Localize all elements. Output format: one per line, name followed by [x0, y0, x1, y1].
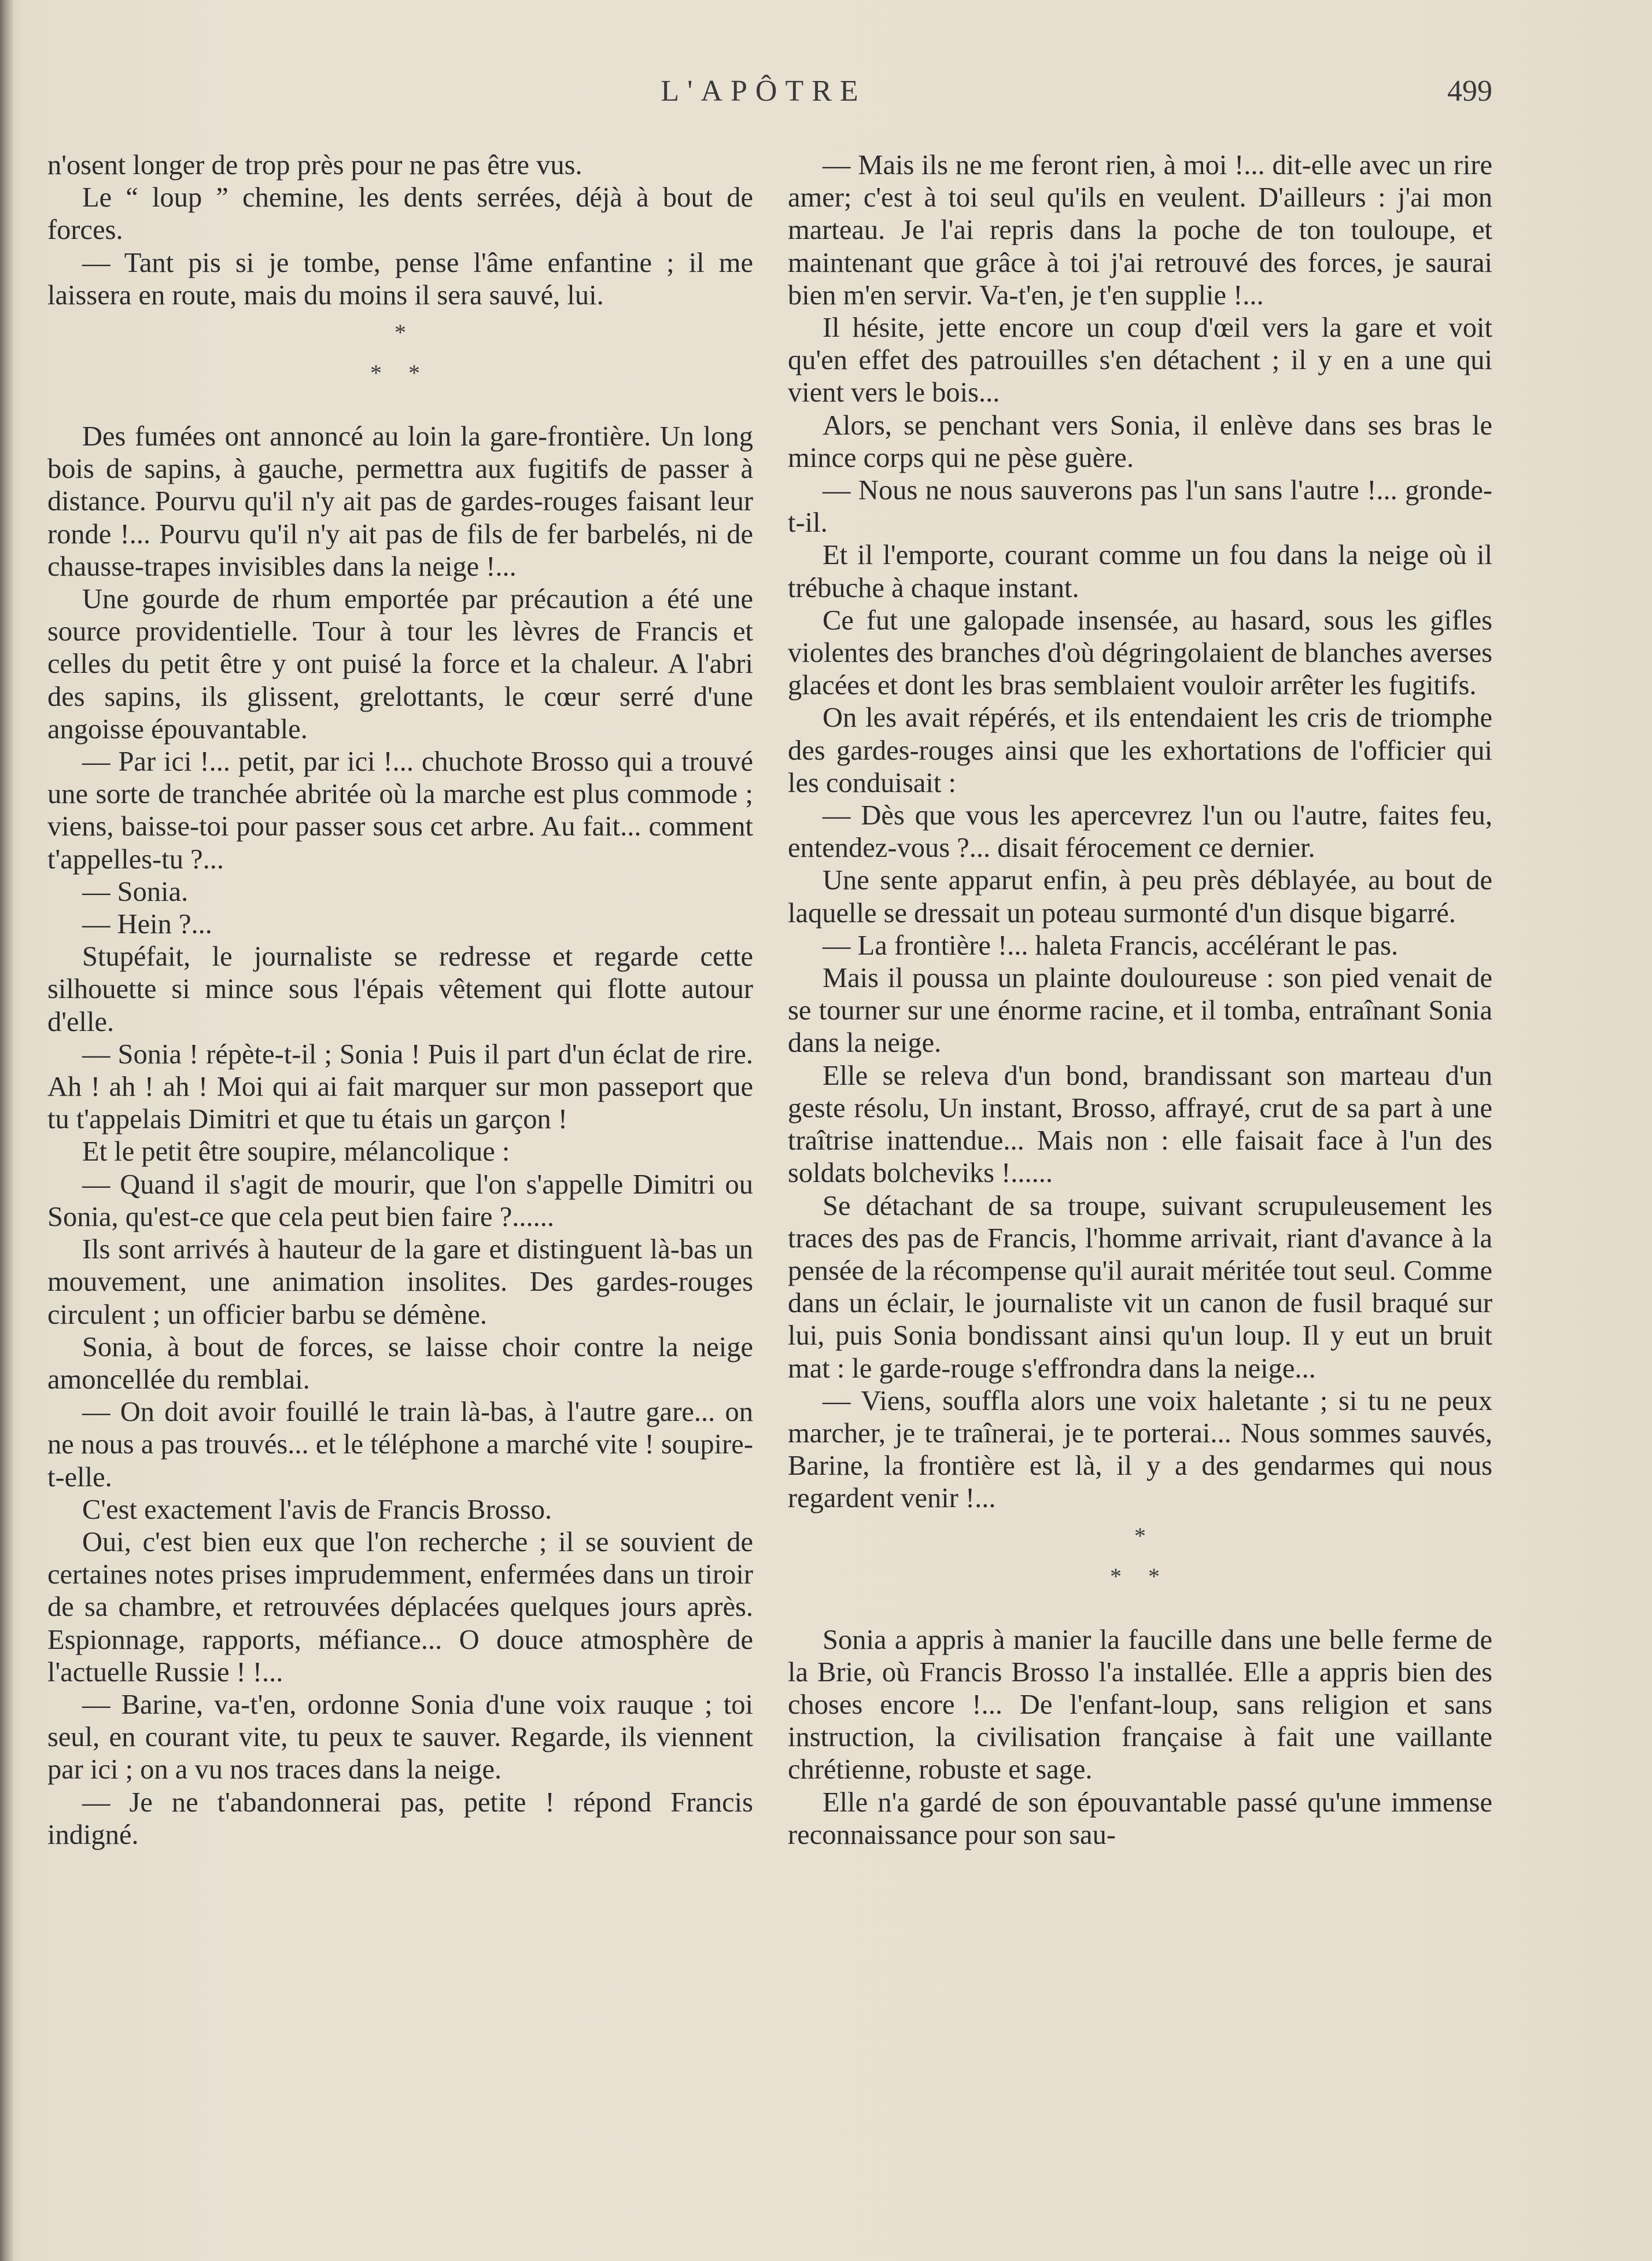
- paragraph: Une sente apparut enfin, à peu près déblayée, au bout de laquelle se dressait un poteau surmonté d'un disque bigarré.: [788, 865, 1492, 929]
- right-column: [788, 149, 1492, 1851]
- paragraph: C'est exactement l'avis de Francis Brosso.: [82, 1494, 552, 1525]
- paragraph: Et il l'emporte, courant comme un fou dans la neige où il trébuche à chaque instant.: [788, 540, 1492, 603]
- paragraph: — Quand il s'agit de mourir, que l'on s'appelle Dimitri ou Sonia, qu'est-ce que cela peut bien faire ?......: [47, 1169, 753, 1232]
- section-separator-star: *: [1134, 1522, 1146, 1549]
- paragraph: — Hein ?...: [82, 909, 212, 940]
- paragraph: On les avait répérés, et ils entendaient les cris de triomphe des gardes-rouges ainsi que les exhortations de l'officier qui les conduisait :: [788, 702, 1492, 798]
- paragraph: — Dès que vous les apercevrez l'un ou l'autre, faites feu, entendez-vous ?... disait férocement ce dernier.: [788, 800, 1492, 864]
- paragraph: — Viens, souffla alors une voix haletante ; si tu ne peux marcher, je te traînerai, je te porterai... Nous sommes sauvés, Barine, la frontière est là, il y a des gendarmes qui nous regardent venir !...: [788, 1385, 1492, 1514]
- paragraph: Alors, se penchant vers Sonia, il enlève dans ses bras le mince corps qui ne pèse guère.: [788, 410, 1492, 473]
- paragraph: — On doit avoir fouillé le train là-bas, à l'autre gare... on ne nous a pas trouvés... et le téléphone a marché vite ! soupire-t-elle.: [47, 1397, 753, 1493]
- paragraph: Oui, c'est bien eux que l'on recherche ; il se souvient de certaines notes prises imprudemment, enfermées dans un tiroir de sa chambre, et retrouvées déplacées quelques jours après. Espionnage, rapports, méfiance... O douce atmosphère de l'actuelle Russie ! !...: [47, 1526, 753, 1688]
- paragraph: Il hésite, jette encore un coup d'œil vers la gare et voit qu'en effet des patrouilles s'en détachent ; il y en a une qui vient vers le bois...: [788, 312, 1492, 408]
- paragraph: Sonia, à bout de forces, se laisse choir contre la neige amoncellée du remblai.: [47, 1331, 753, 1395]
- paragraph: — La frontière !... haleta Francis, accélérant le pas.: [823, 930, 1399, 961]
- paragraph: Et le petit être soupire, mélancolique :: [82, 1136, 510, 1168]
- paragraph: Sonia a appris à manier la faucille dans une belle ferme de la Brie, où Francis Brosso l'a installée. Elle a appris bien des choses encore !... De l'enfant-loup, sans religion et sans instruction, la civilisation française à fait une vaillante chrétienne, robuste et sage.: [788, 1624, 1492, 1785]
- paragraph: Se détachant de sa troupe, suivant scrupuleusement les traces des pas de Francis, l'homme arrivait, riant d'avance à la pensée de la récompense qu'il aurait méritée tout seul. Comme dans un éclair, le journaliste vit un canon de fusil braqué sur lui, puis Sonia bondissant ainsi qu'un loup. Il y eut un bruit mat : le garde-rouge s'effrondra dans la neige...: [788, 1190, 1492, 1384]
- page-gutter-shadow: [0, 0, 13, 2261]
- paragraph: — Je ne t'abandonnerai pas, petite ! répond Francis indigné.: [47, 1787, 753, 1850]
- paragraph: Stupéfait, le journaliste se redresse et regarde cette silhouette si mince sous l'épais vêtement qui flotte autour d'elle.: [47, 941, 753, 1037]
- paragraph: — Sonia.: [82, 876, 189, 907]
- paragraph: Des fumées ont annoncé au loin la gare-frontière. Un long bois de sapins, à gauche, permettra aux fugitifs de passer à distance. Pourvu qu'il n'y ait pas de gardes-rouges faisant leur ronde !... Pourvu qu'il n'y ait pas de fils de fer barbelés, ni de chausse-trapes invisibles dans la neige !...: [47, 421, 753, 582]
- paragraph: Le “ loup ” chemine, les dents serrées, déjà à bout de forces.: [47, 182, 753, 246]
- paragraph: n'osent longer de trop près pour ne pas être vus.: [47, 150, 582, 181]
- paragraph: Une gourde de rhum emportée par précaution a été une source providentielle. Tour à tour les lèvres de Francis et celles du petit être y ont puisé la force et la chaleur. A l'abri des sapins, ils glissent, grelottants, le cœur serré d'une angoisse épouvantable.: [47, 584, 753, 745]
- paragraph: Mais il poussa un plainte douloureuse : son pied venait de se tourner sur une énorme racine, et il tomba, entraînant Sonia dans la neige.: [788, 963, 1492, 1059]
- paragraph: — Barine, va-t'en, ordonne Sonia d'une voix rauque ; toi seul, en courant vite, tu peux te sauver. Regarde, ils viennent par ici ; on a vu nos traces dans la neige.: [47, 1689, 753, 1785]
- paragraph: — Mais ils ne me feront rien, à moi !... dit-elle avec un rire amer; c'est à toi seul qu'ils en veulent. D'ailleurs : j'ai mon marteau. Je l'ai repris dans la poche de ton touloupe, et maintenant que grâce à toi j'ai retrouvé des forces, je saurai bien m'en servir. Va-t'en, je t'en supplie !...: [788, 150, 1492, 311]
- paragraph: Elle se releva d'un bond, brandissant son marteau d'un geste résolu, Un instant, Brosso, affrayé, crut de sa part à une traîtrise inattendue... Mais non : elle faisait face à l'un des soldats bolcheviks !......: [788, 1060, 1492, 1189]
- left-column: [47, 149, 753, 1851]
- section-separator-stars: * *: [370, 360, 430, 386]
- section-separator-star: *: [394, 319, 406, 346]
- page-number: 499: [1447, 75, 1492, 108]
- paragraph: — Sonia ! répète-t-il ; Sonia ! Puis il part d'un éclat de rire. Ah ! ah ! ah ! Moi qui ai fait marquer sur mon passeport que tu t'appelais Dimitri et que tu étais un garçon !: [47, 1039, 753, 1135]
- paragraph: Ce fut une galopade insensée, au hasard, sous les gifles violentes des branches d'où dégringolaient de blanches averses glacées et dont les bras semblaient vouloir arrêter les fugitifs.: [788, 605, 1492, 701]
- paragraph: Elle n'a gardé de son épouvantable passé qu'une immense reconnaissance pour son sau-: [788, 1787, 1492, 1850]
- paragraph: — Tant pis si je tombe, pense l'âme enfantine ; il me laissera en route, mais du moins il sera sauvé, lui.: [47, 247, 753, 311]
- paragraph: Ils sont arrivés à hauteur de la gare et distinguent là-bas un mouvement, une animation insolites. Des gardes-rouges circulent ; un officier barbu se démène.: [47, 1234, 753, 1330]
- running-title: L'APÔTRE: [661, 75, 866, 108]
- paragraph: — Par ici !... petit, par ici !... chuchote Brosso qui a trouvé une sorte de tranchée abritée où la marche est plus commode ; viens, baisse-toi pour passer sous cet arbre. Au fait... comment t'appelles-tu ?...: [47, 746, 753, 875]
- paragraph: — Nous ne nous sauverons pas l'un sans l'autre !... gronde-t-il.: [788, 475, 1492, 539]
- section-separator-stars: * *: [1110, 1563, 1170, 1589]
